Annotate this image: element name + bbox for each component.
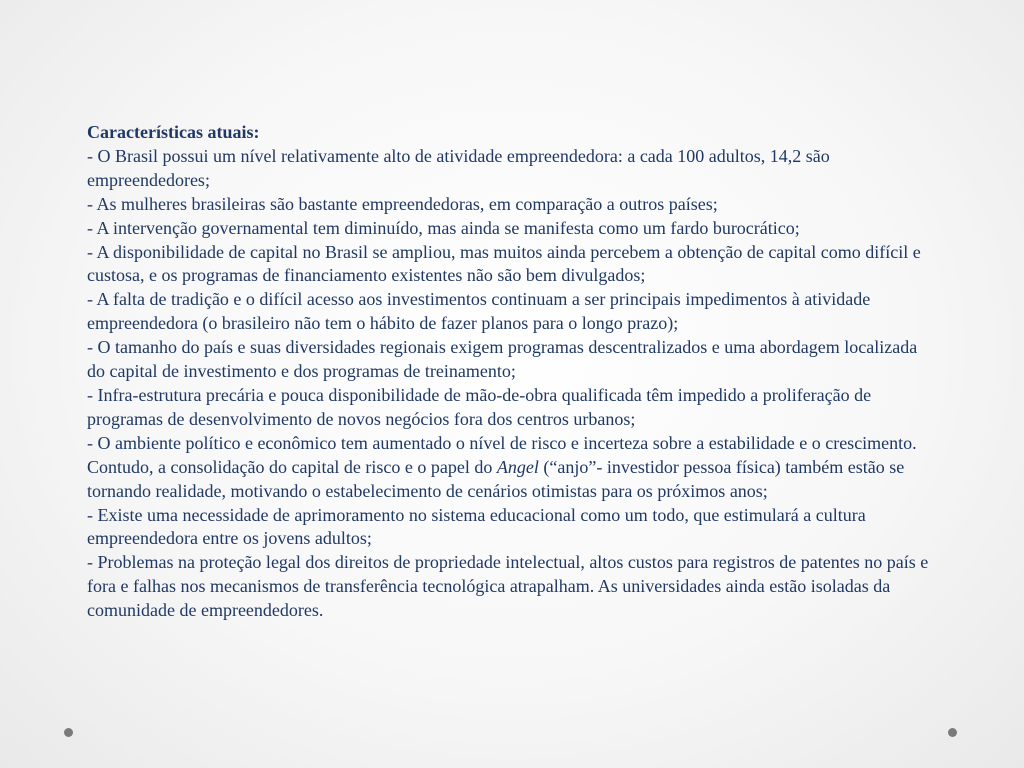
bullet-item-2: - As mulheres brasileiras são bastante empreendedoras, em comparação a outros países;: [87, 193, 718, 214]
bullet-item-3: - A intervenção governamental tem diminuído, mas ainda se manifesta como um fardo burocrático;: [87, 217, 800, 238]
bullet-item-4: - A disponibilidade de capital no Brasil se ampliou, mas muitos ainda percebem a obtenção de capital como difícil e custosa, e os programas de financiamento existentes não são bem divulgados;: [87, 241, 921, 286]
bullet-item-10: - Problemas na proteção legal dos direitos de propriedade intelectual, altos custos para registros de patentes no país e fora e falhas nos mecanismos de transferência tecnológica atrapalham. As universidades ainda estão isoladas da comunidade de empreendedores.: [87, 552, 929, 621]
bullet-item-9: - Existe uma necessidade de aprimoramento no sistema educacional como um todo, que estimulará a cultura empreendedora entre os jovens adultos;: [87, 504, 866, 549]
bullet-item-8-text-after: (“anjo”- investidor pessoa física) também estão se tornando realidade, motivando o estabelecimento de cenários otimistas para os próximos anos;: [87, 456, 905, 501]
slide-heading: Características atuais:: [87, 122, 260, 142]
decorative-dot-right: [948, 728, 957, 737]
bullet-item-8-text-before: - O ambiente político e econômico tem aumentado o nível de risco e incerteza sobre a estabilidade e o crescimento. Contudo, a consolidação do capital de risco e o papel do: [87, 432, 917, 477]
bullet-item-7: - Infra-estrutura precária e pouca disponibilidade de mão-de-obra qualificada têm impedido a proliferação de programas de desenvolvimento de novos negócios fora dos centros urbanos;: [87, 384, 872, 429]
bullet-item-5: - A falta de tradição e o difícil acesso aos investimentos continuam a ser principais impedimentos à atividade empreendedora (o brasileiro não tem o hábito de fazer planos para o longo prazo);: [87, 289, 871, 334]
bullet-item-6: - O tamanho do país e suas diversidades regionais exigem programas descentralizados e uma abordagem localizada do capital de investimento e dos programas de treinamento;: [87, 337, 918, 382]
slide-text-body: [87, 121, 937, 623]
bullet-item-8-italic-term: Angel: [496, 456, 539, 477]
decorative-dot-left: [64, 728, 73, 737]
bullet-item-8: [87, 432, 937, 504]
bullet-item-1: - O Brasil possui um nível relativamente alto de atividade empreendedora: a cada 100 adultos, 14,2 são empreendedores;: [87, 145, 830, 190]
